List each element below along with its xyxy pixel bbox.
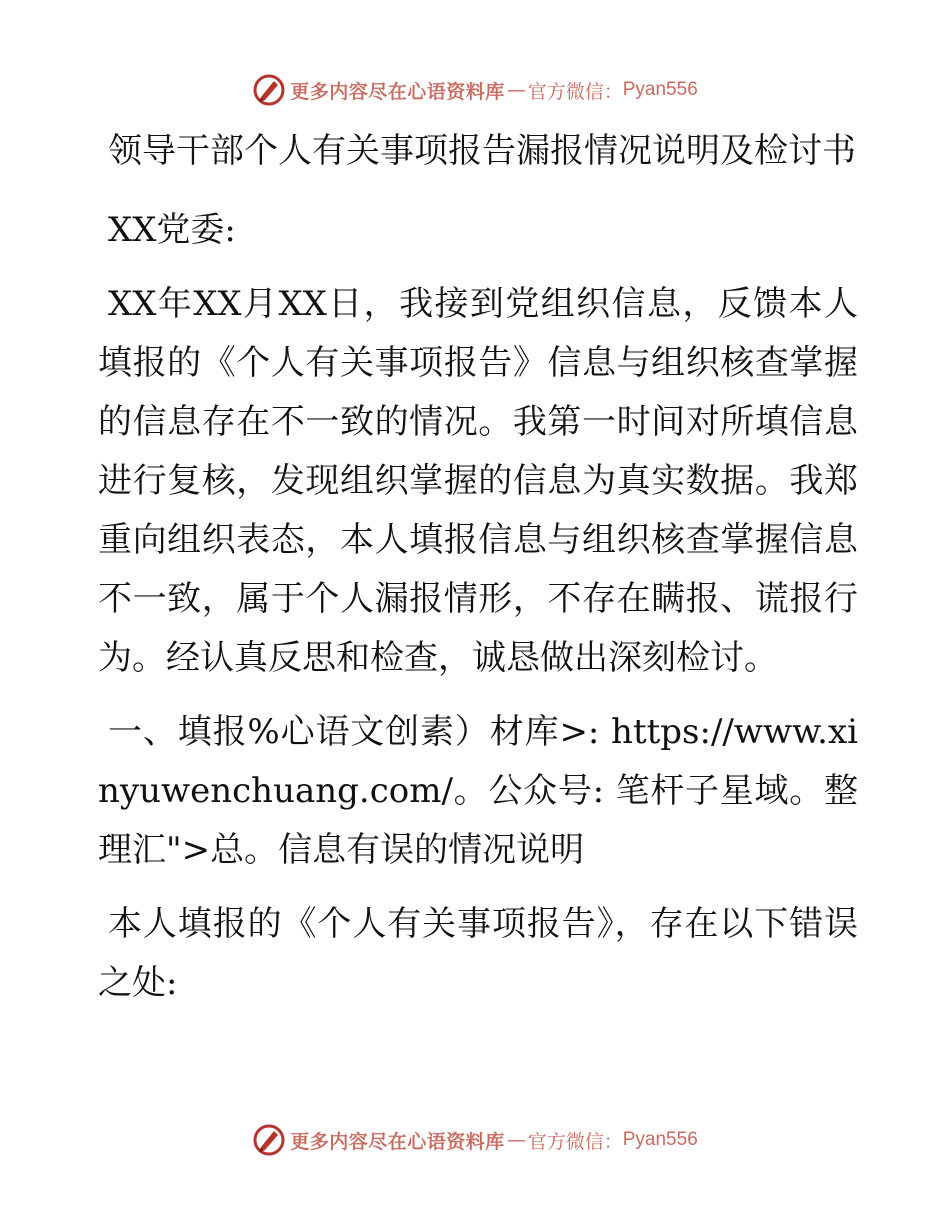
banner-separator: —: [506, 79, 526, 101]
banner-main-text: 更多内容尽在心语资料库: [290, 80, 505, 103]
document-body: [98, 122, 858, 1013]
banner-wechat-label: 官方微信：: [527, 1130, 623, 1153]
section-heading-1: 一、填报%心语文创素）材库>: https://www.xinyuwenchuang.com/。公众号: 笔杆子星域。整理汇">总。信息有误的情况说明: [98, 712, 858, 870]
pen-logo-icon: [252, 1123, 286, 1157]
paragraph-intro: XX年XX月XX日，我接到党组织信息，反馈本人填报的《个人有关事项报告》信息与组织核查掌握的信息存在不一致的情况。我第一时间对所填信息进行复核，发现组织掌握的信息为真实数据。我郑重向组织表态，本人填报信息与组织核查掌握信息不一致，属于个人漏报情形，不存在瞒报、谎报行为。经认真反思和检查，诚恳做出深刻检讨。: [98, 284, 858, 678]
header-watermark-banner: [0, 70, 950, 110]
banner-wechat-label: 官方微信：: [527, 80, 623, 103]
banner-separator: —: [506, 1129, 526, 1151]
paragraph-errors: 本人填报的《个人有关事项报告》，存在以下错误之处:: [98, 904, 858, 1003]
footer-watermark-banner: [0, 1120, 950, 1160]
document-title: 领导干部个人有关事项报告漏报情况说明及检讨书: [108, 131, 856, 171]
salutation: XX党委:: [108, 210, 236, 250]
pen-logo-icon: [252, 73, 286, 107]
banner-main-text: 更多内容尽在心语资料库: [290, 1130, 505, 1153]
banner-wechat-id: Pyan556: [622, 79, 698, 100]
banner-wechat-id: Pyan556: [622, 1129, 698, 1150]
